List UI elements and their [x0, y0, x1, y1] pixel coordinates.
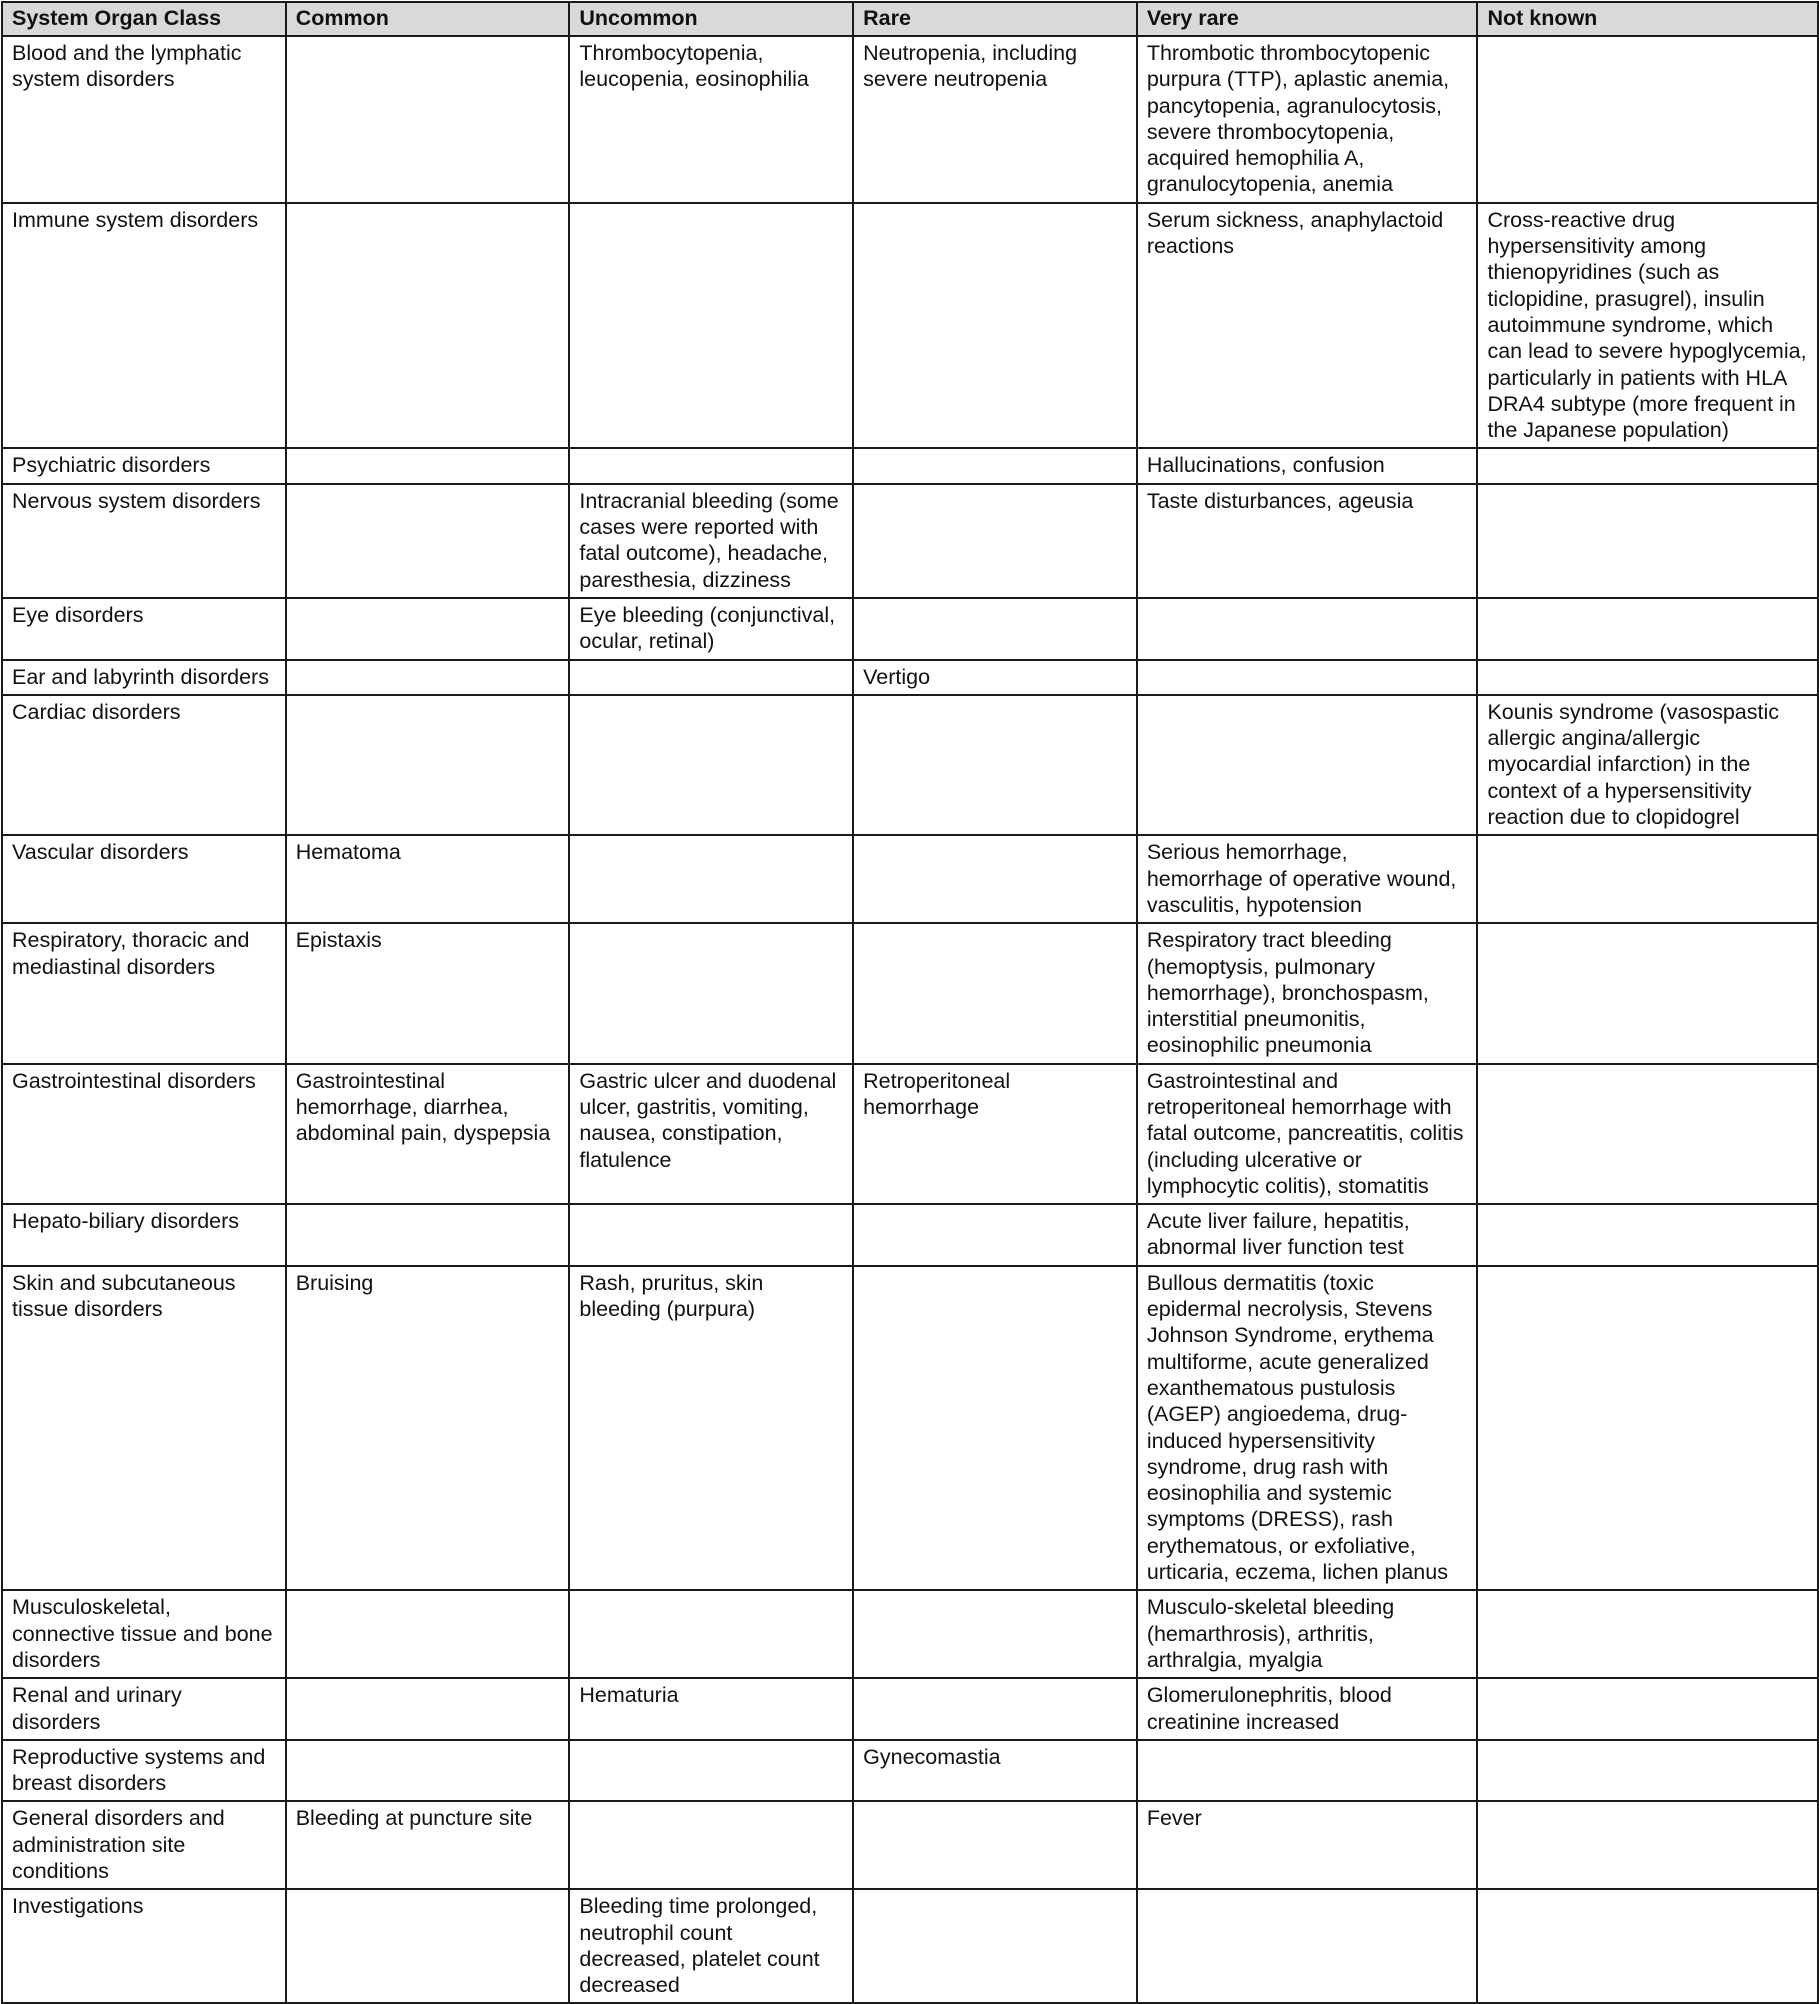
cell-very-rare [1137, 1889, 1478, 2003]
cell-not-known [1477, 1678, 1818, 1740]
cell-common: Bruising [286, 1266, 570, 1591]
cell-very-rare: Gastrointestinal and retroperitoneal hemorrhage with fatal outcome, pancreatitis, colitis (including ulcerative or lymphocytic colitis), stomatitis [1137, 1064, 1478, 1204]
cell-system-organ-class: Eye disorders [2, 598, 286, 660]
cell-uncommon [569, 448, 853, 483]
cell-not-known [1477, 448, 1818, 483]
cell-very-rare: Acute liver failure, hepatitis, abnormal liver function test [1137, 1204, 1478, 1266]
cell-not-known [1477, 1266, 1818, 1591]
cell-common [286, 598, 570, 660]
cell-uncommon: Thrombocytopenia, leucopenia, eosinophilia [569, 36, 853, 203]
cell-common [286, 1740, 570, 1802]
cell-not-known [1477, 1740, 1818, 1802]
cell-common [286, 1678, 570, 1740]
cell-uncommon: Intracranial bleeding (some cases were reported with fatal outcome), headache, paresthesia, dizziness [569, 484, 853, 598]
cell-rare [853, 203, 1137, 449]
table-row [2, 1801, 1818, 1889]
table-row [2, 1678, 1818, 1740]
table-row [2, 1064, 1818, 1204]
cell-rare: Neutropenia, including severe neutropenia [853, 36, 1137, 203]
cell-uncommon [569, 660, 853, 695]
cell-rare [853, 1266, 1137, 1591]
header-rare: Rare [853, 2, 1137, 36]
table-row [2, 484, 1818, 598]
cell-rare: Retroperitoneal hemorrhage [853, 1064, 1137, 1204]
cell-very-rare [1137, 598, 1478, 660]
cell-uncommon [569, 695, 853, 835]
cell-not-known [1477, 1064, 1818, 1204]
cell-uncommon: Rash, pruritus, skin bleeding (purpura) [569, 1266, 853, 1591]
cell-not-known [1477, 598, 1818, 660]
cell-common [286, 1590, 570, 1678]
cell-common: Hematoma [286, 835, 570, 923]
table-body [2, 36, 1818, 2003]
cell-common [286, 660, 570, 695]
table-row [2, 203, 1818, 449]
cell-not-known [1477, 835, 1818, 923]
cell-system-organ-class: Ear and labyrinth disorders [2, 660, 286, 695]
cell-very-rare: Glomerulonephritis, blood creatinine increased [1137, 1678, 1478, 1740]
table-row [2, 448, 1818, 483]
cell-common [286, 484, 570, 598]
cell-common [286, 1204, 570, 1266]
cell-common [286, 448, 570, 483]
cell-uncommon: Gastric ulcer and duodenal ulcer, gastritis, vomiting, nausea, constipation, flatulence [569, 1064, 853, 1204]
cell-rare: Gynecomastia [853, 1740, 1137, 1802]
cell-uncommon [569, 1204, 853, 1266]
cell-common [286, 695, 570, 835]
cell-uncommon: Hematuria [569, 1678, 853, 1740]
cell-not-known [1477, 660, 1818, 695]
cell-not-known [1477, 36, 1818, 203]
cell-very-rare: Hallucinations, confusion [1137, 448, 1478, 483]
cell-system-organ-class: Blood and the lymphatic system disorders [2, 36, 286, 203]
cell-system-organ-class: Immune system disorders [2, 203, 286, 449]
header-not-known: Not known [1477, 2, 1818, 36]
cell-rare: Vertigo [853, 660, 1137, 695]
header-common: Common [286, 2, 570, 36]
cell-rare [853, 598, 1137, 660]
cell-uncommon [569, 1590, 853, 1678]
table-header [2, 2, 1818, 36]
adverse-reactions-table [1, 1, 1819, 2004]
header-uncommon: Uncommon [569, 2, 853, 36]
cell-common [286, 36, 570, 203]
table-row [2, 1740, 1818, 1802]
cell-common: Bleeding at puncture site [286, 1801, 570, 1889]
table-row [2, 1590, 1818, 1678]
cell-uncommon [569, 203, 853, 449]
cell-system-organ-class: Vascular disorders [2, 835, 286, 923]
table-row [2, 835, 1818, 923]
cell-not-known: Kounis syndrome (vasospastic allergic angina/allergic myocardial infarction) in the context of a hypersensitivity reaction due to clopidogrel [1477, 695, 1818, 835]
cell-common [286, 1889, 570, 2003]
cell-not-known [1477, 1889, 1818, 2003]
cell-system-organ-class: Hepato-biliary disorders [2, 1204, 286, 1266]
table-row [2, 923, 1818, 1063]
cell-very-rare: Serum sickness, anaphylactoid reactions [1137, 203, 1478, 449]
cell-very-rare: Serious hemorrhage, hemorrhage of operative wound, vasculitis, hypotension [1137, 835, 1478, 923]
table-row [2, 1889, 1818, 2003]
cell-system-organ-class: Skin and subcutaneous tissue disorders [2, 1266, 286, 1591]
table-row [2, 1204, 1818, 1266]
cell-very-rare: Bullous dermatitis (toxic epidermal necrolysis, Stevens Johnson Syndrome, erythema multiforme, acute generalized exanthematous pustulosis (AGEP) angioedema, drug-induced hypersensitivity syndrome, drug rash with eosinophilia and systemic symptoms (DRESS), rash erythematous, or exfoliative, urticaria, eczema, lichen planus [1137, 1266, 1478, 1591]
cell-system-organ-class: Musculoskeletal, connective tissue and bone disorders [2, 1590, 286, 1678]
cell-uncommon [569, 1740, 853, 1802]
cell-uncommon [569, 923, 853, 1063]
cell-rare [853, 835, 1137, 923]
cell-rare [853, 1590, 1137, 1678]
cell-uncommon [569, 835, 853, 923]
header-very-rare: Very rare [1137, 2, 1478, 36]
cell-rare [853, 484, 1137, 598]
table-row [2, 598, 1818, 660]
cell-system-organ-class: Psychiatric disorders [2, 448, 286, 483]
cell-uncommon: Eye bleeding (conjunctival, ocular, retinal) [569, 598, 853, 660]
cell-rare [853, 1889, 1137, 2003]
table-row [2, 660, 1818, 695]
cell-very-rare [1137, 660, 1478, 695]
cell-system-organ-class: Cardiac disorders [2, 695, 286, 835]
table-row [2, 1266, 1818, 1591]
cell-system-organ-class: Gastrointestinal disorders [2, 1064, 286, 1204]
cell-very-rare [1137, 1740, 1478, 1802]
cell-system-organ-class: General disorders and administration site conditions [2, 1801, 286, 1889]
cell-very-rare: Taste disturbances, ageusia [1137, 484, 1478, 598]
cell-common: Gastrointestinal hemorrhage, diarrhea, abdominal pain, dyspepsia [286, 1064, 570, 1204]
table-row [2, 695, 1818, 835]
cell-rare [853, 448, 1137, 483]
cell-not-known: Cross-reactive drug hypersensitivity among thienopyridines (such as ticlopidine, prasugrel), insulin autoimmune syndrome, which can lead to severe hypoglycemia, particularly in patients with HLA DRA4 subtype (more frequent in the Japanese population) [1477, 203, 1818, 449]
cell-rare [853, 1801, 1137, 1889]
cell-not-known [1477, 1204, 1818, 1266]
cell-uncommon [569, 1801, 853, 1889]
cell-very-rare: Respiratory tract bleeding (hemoptysis, pulmonary hemorrhage), bronchospasm, interstitial pneumonitis, eosinophilic pneumonia [1137, 923, 1478, 1063]
cell-not-known [1477, 1590, 1818, 1678]
cell-very-rare [1137, 695, 1478, 835]
cell-rare [853, 695, 1137, 835]
cell-system-organ-class: Renal and urinary disorders [2, 1678, 286, 1740]
cell-system-organ-class: Reproductive systems and breast disorders [2, 1740, 286, 1802]
cell-very-rare: Thrombotic thrombocytopenic purpura (TTP), aplastic anemia, pancytopenia, agranulocytosis, severe thrombocytopenia, acquired hemophilia A, granulocytopenia, anemia [1137, 36, 1478, 203]
cell-not-known [1477, 1801, 1818, 1889]
cell-very-rare: Fever [1137, 1801, 1478, 1889]
cell-system-organ-class: Investigations [2, 1889, 286, 2003]
cell-rare [853, 1678, 1137, 1740]
cell-very-rare: Musculo-skeletal bleeding (hemarthrosis), arthritis, arthralgia, myalgia [1137, 1590, 1478, 1678]
cell-rare [853, 1204, 1137, 1266]
cell-system-organ-class: Nervous system disorders [2, 484, 286, 598]
cell-common [286, 203, 570, 449]
cell-not-known [1477, 484, 1818, 598]
cell-rare [853, 923, 1137, 1063]
cell-not-known [1477, 923, 1818, 1063]
header-system-organ-class: System Organ Class [2, 2, 286, 36]
cell-common: Epistaxis [286, 923, 570, 1063]
table-row [2, 36, 1818, 203]
cell-uncommon: Bleeding time prolonged, neutrophil count decreased, platelet count decreased [569, 1889, 853, 2003]
cell-system-organ-class: Respiratory, thoracic and mediastinal disorders [2, 923, 286, 1063]
header-row [2, 2, 1818, 36]
